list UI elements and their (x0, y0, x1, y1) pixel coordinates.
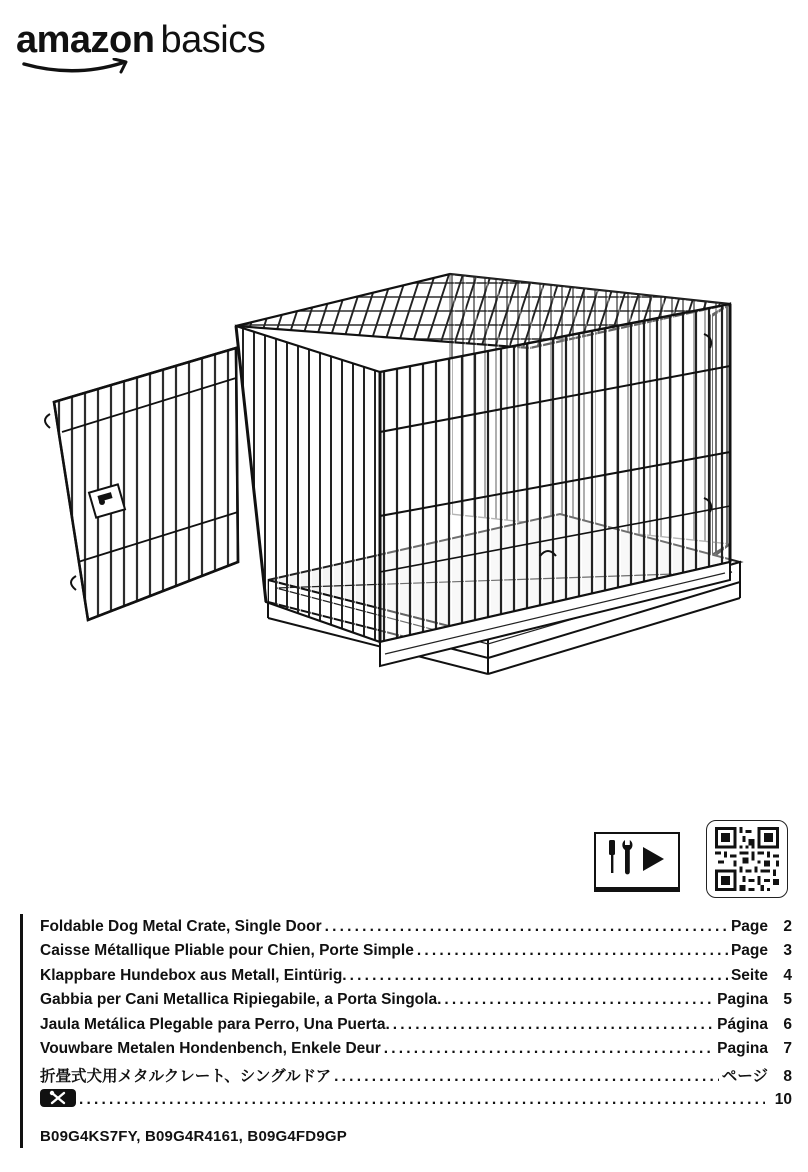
toc-page-number: 2 (783, 918, 792, 935)
toc-leader-dots (325, 918, 728, 936)
toc-page-label: ページ (721, 1068, 768, 1086)
toc-leader-dots (384, 1040, 714, 1058)
brand-wordmark (16, 18, 265, 62)
toc-title: Klappbare Hundebox aus Metall, Eintürig. (40, 966, 347, 984)
tools-video-icon (594, 832, 680, 892)
toc-row-en[interactable] (40, 918, 792, 942)
toc-page-label: Page (730, 942, 768, 960)
brand-name-amazon: amazon (16, 19, 155, 61)
toc-page-number: 4 (783, 966, 792, 984)
toc-row-tools[interactable] (40, 1089, 792, 1113)
toc-page-label: Seite (730, 966, 768, 984)
smile-arrow-icon (22, 58, 134, 78)
toc-title: Jaula Metálica Plegable para Perro, Una Puerta. (40, 1015, 390, 1033)
toc-leader-dots (393, 1016, 714, 1034)
table-of-contents (40, 918, 792, 1113)
toc-row-de[interactable] (40, 967, 792, 991)
toc-leader-dots (350, 967, 728, 985)
qr-code-frame (706, 820, 788, 898)
model-numbers: B09G4KS7FY, B09G4R4161, B09G4FD9GP (40, 1128, 347, 1145)
toc-row-ja[interactable] (40, 1064, 792, 1088)
toc-page-label: Page (730, 918, 768, 935)
tools-play-icon (596, 834, 678, 886)
qr-code-icon (715, 827, 779, 891)
toc-page-label: Pagina (717, 991, 768, 1009)
toc-title: Foldable Dog Metal Crate, Single Door (40, 918, 322, 935)
toc-page-number: 7 (783, 1039, 792, 1057)
crossed-tools-icon (40, 1089, 76, 1107)
toc-page-label: Pagina (717, 1039, 768, 1057)
toc-row-es[interactable] (40, 1016, 792, 1040)
toc-title: 折畳式犬用メタルクレート、シングルドア (40, 1068, 332, 1086)
toc-page-number: 6 (783, 1015, 792, 1033)
toc-page-number: 10 (774, 1090, 792, 1108)
brand-name-basics: basics (160, 19, 266, 61)
toc-page-label: Página (717, 1015, 768, 1033)
toc-title: Vouwbare Metalen Hondenbench, Enkele Deur (40, 1039, 381, 1057)
toc-title (40, 1089, 76, 1109)
toc-accent-bar (20, 914, 23, 1148)
toc-leader-dots (444, 991, 714, 1009)
toc-row-it[interactable] (40, 991, 792, 1015)
toc-page-number: 5 (783, 991, 792, 1009)
toc-page-number: 8 (783, 1068, 792, 1086)
dog-crate-illustration (40, 262, 770, 712)
toc-page-number: 3 (783, 942, 792, 960)
toc-row-nl[interactable] (40, 1040, 792, 1064)
brand-logo (16, 18, 286, 78)
toc-row-fr[interactable] (40, 942, 792, 966)
tools-icon (40, 1089, 76, 1107)
toc-leader-dots (79, 1091, 765, 1109)
toc-leader-dots (334, 1068, 719, 1086)
toc-leader-dots (417, 942, 728, 960)
toc-title: Caisse Métallique Pliable pour Chien, Porte Simple (40, 942, 414, 960)
toc-title: Gabbia per Cani Metallica Ripiegabile, a Porta Singola. (40, 991, 442, 1009)
